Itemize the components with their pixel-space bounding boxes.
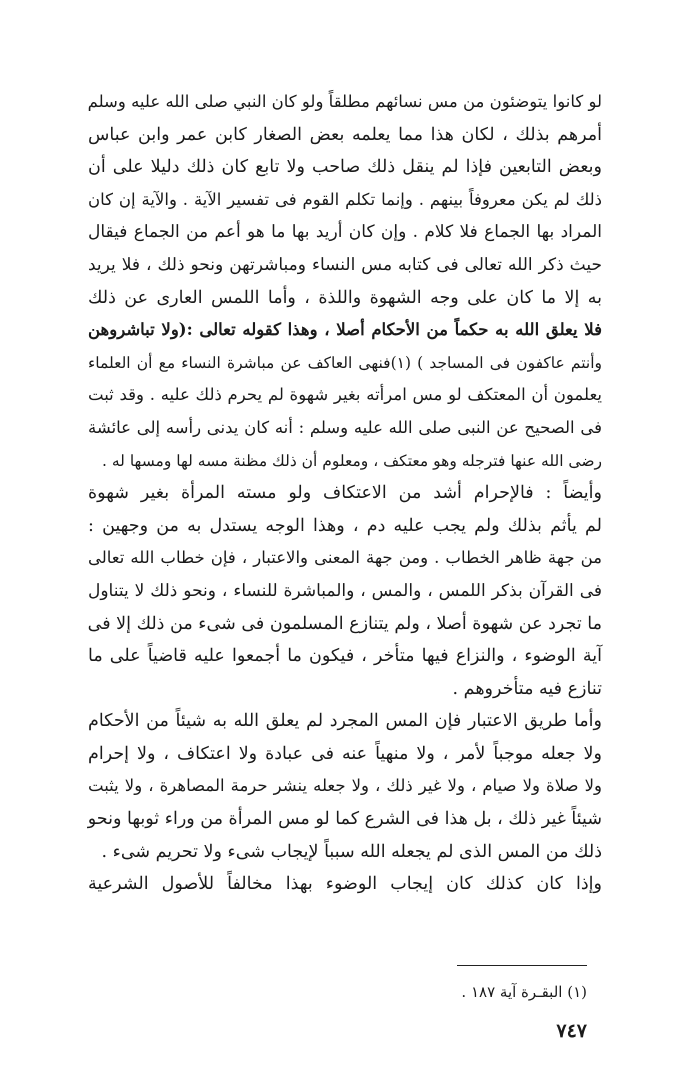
text-line: أمرهم بذلك ، لكان هذا مما يعلمه بعض الصغار كابن عمر وابن عباس (88, 124, 602, 145)
text-line: آية الوضوء ، والنزاع فيها متأخر ، فيكون ما أجمعوا عليه قاضياً على ما (88, 646, 602, 667)
text-line: يعلمون أن المعتكف لو مس امرأته بغير شهوة لم يحرم ذلك عليه . وقد ثبت (88, 385, 602, 405)
text-line: فى القرآن بذكر اللمس ، والمس ، والمباشرة للنساء ، ونحو ذلك لا يتناول (88, 580, 602, 601)
text-line: ولا صلاة ولا صيام ، ولا غير ذلك ، ولا جعله ينشر حرمة المصاهرة ، ولا يثبت (88, 776, 602, 796)
text-line: وأنتم عاكفون فى المساجد ) (١)فنهى العاكف عن مباشرة النساء مع أن العلماء (88, 353, 602, 372)
text-line: شيئاً غير ذلك ، بل هذا فى الشرع كما لو مس المرأة من وراء ثوبها ونحو (87, 809, 602, 830)
text-line: تنازع فيه متأخروهم . (452, 678, 602, 699)
text-line: من جهة ظاهر الخطاب . ومن جهة المعنى والاعتبار ، فإن خطاب الله تعالى (88, 548, 602, 568)
text-line: فى الصحيح عن النبى صلى الله عليه وسلم : أنه كان يدنى رأسه إلى عائشة (88, 417, 602, 437)
text-line: به إلا ما كان على وجه الشهوة واللذة ، وأما اللمس العارى عن ذلك (88, 287, 602, 308)
footnote: (١) البقـرة آية ١٨٧ . (461, 983, 587, 1001)
page-number: ٧٤٧ (556, 1020, 587, 1042)
text-line: رضى الله عنها فترجله وهو معتكف ، ومعلوم أن ذلك مظنة مسه لها ومسها له . (102, 451, 602, 470)
text-line: وبعض التابعين فإذا لم ينقل ذلك صاحب ولا تابع كان ذلك دليلا على أن (88, 157, 602, 178)
text-line: فلا يعلق الله به حكماً من الأحكام أصلا ، وهذا كقوله تعالى :(ولا تباشروهن (88, 320, 602, 340)
text-line: ذلك لم يكن معروفاً بينهم . وإنما تكلم القوم فى تفسير الآية . والآية إن كان (88, 189, 602, 209)
text-line: حيث ذكر الله تعالى فى كتابه مس النساء ومباشرتهن ونحو ذلك ، فلا يريد (88, 254, 602, 275)
text-line: ولا جعله موجباً لأمر ، ولا منهياً عنه فى عبادة ولا اعتكاف ، ولا إحرام (88, 743, 602, 764)
text-line: لم يأثم بذلك ولم يجب عليه دم ، وهذا الوجه يستدل به من وجهين : (88, 515, 602, 536)
text-line: وأيضاً : فالإحرام أشد من الاعتكاف ولو مسته المرأة بغير شهوة (88, 483, 602, 504)
text-line: ذلك من المس الذى لم يجعله الله سبباً لإيجاب شىء ولا تحريم شىء . (101, 841, 602, 862)
footnote-divider (457, 965, 587, 966)
text-line: ما تجرد عن شهوة أصلا ، ولم يتنازع المسلمون فى شىء من ذلك إلا فى (87, 613, 602, 634)
text-line: المراد بها الجماع فلا كلام . وإن كان أريد بها ما هو أعم من الجماع فيقال (88, 222, 602, 243)
body-text (88, 86, 602, 901)
text-line: وأما طريق الاعتبار فإن المس المجرد لم يعلق الله به شيئاً من الأحكام (88, 711, 602, 732)
text-line: لو كانوا يتوضئون من مس نسائهم مطلقاً ولو كان النبي صلى الله عليه وسلم (87, 92, 602, 111)
text-line: وإذا كان كذلك كان إيجاب الوضوء بهذا مخالفاً للأصول الشرعية (88, 874, 602, 895)
